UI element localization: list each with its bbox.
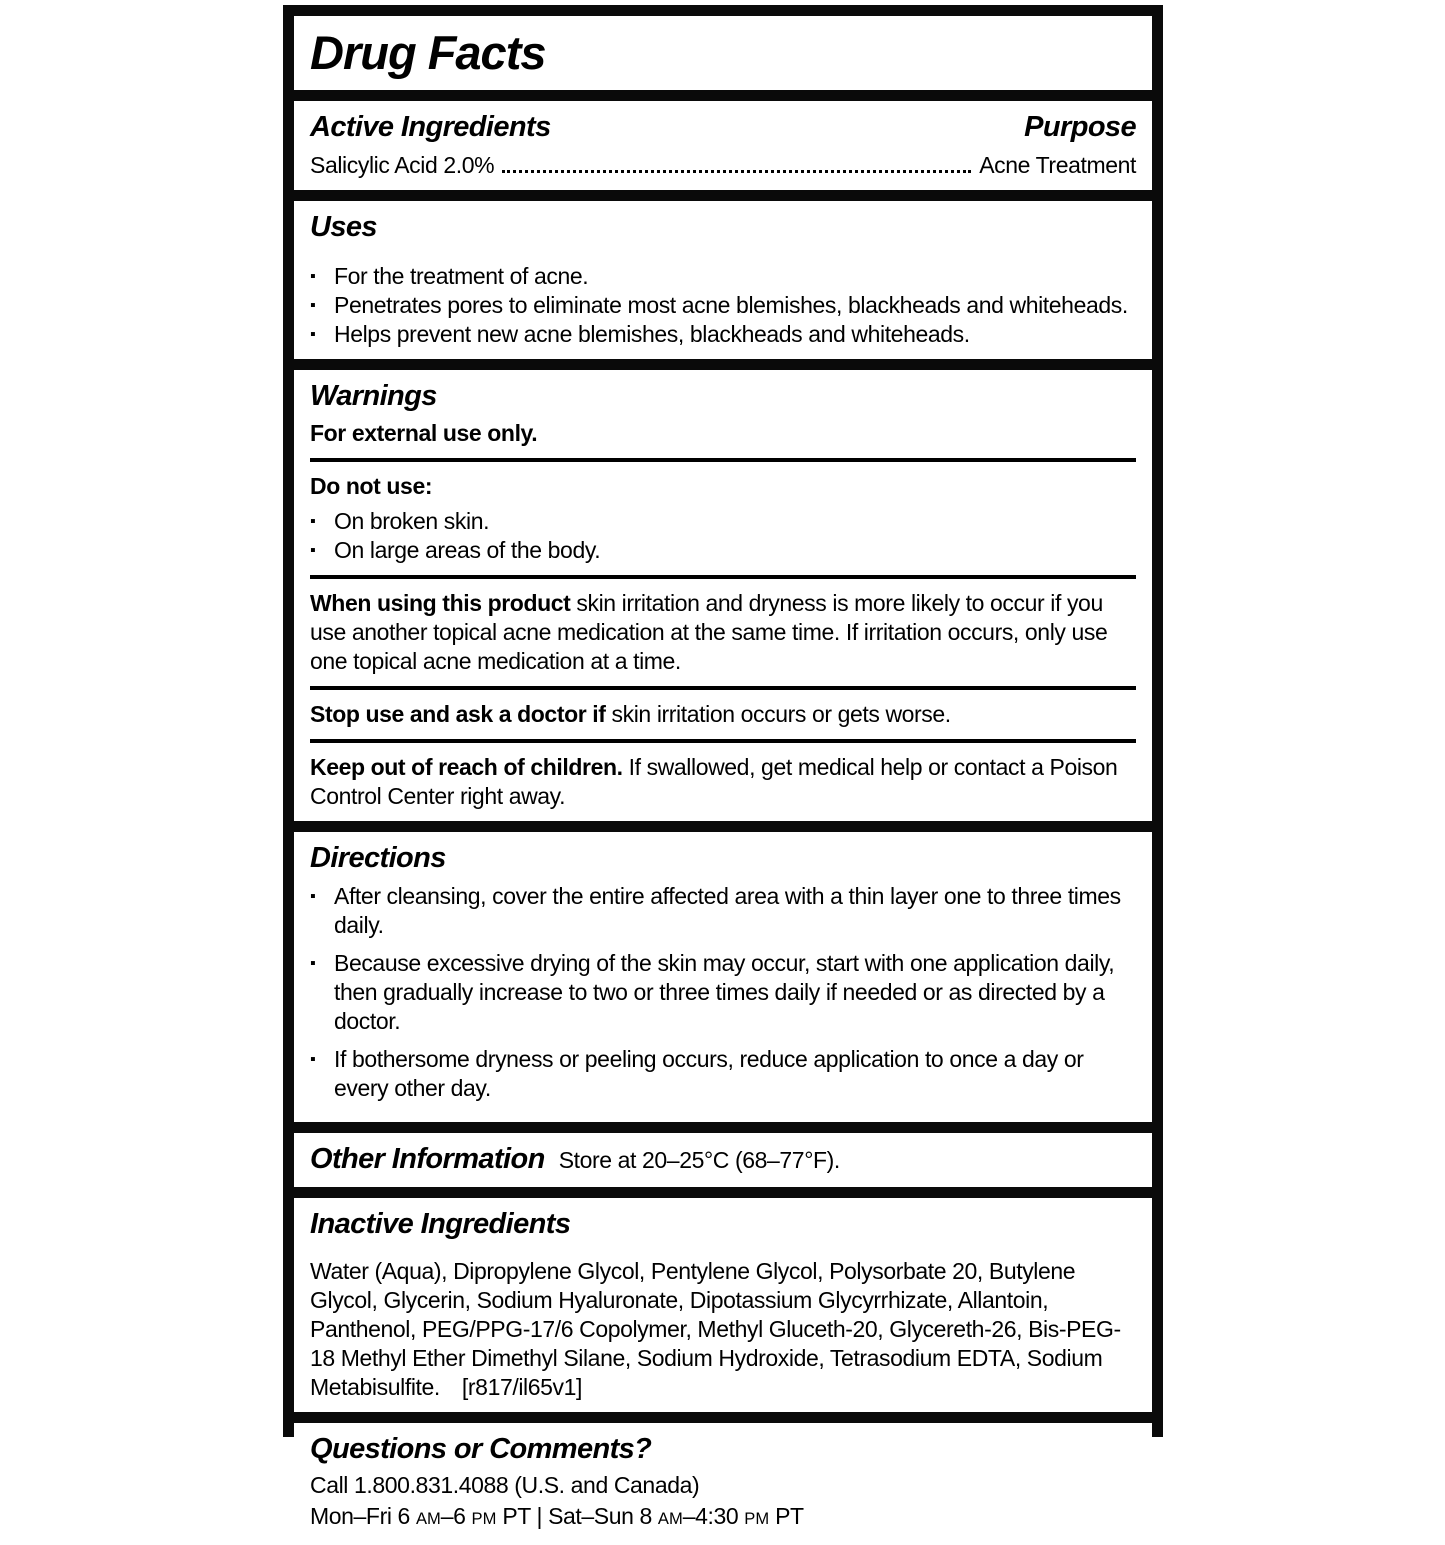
hours-text: PT | Sat–Sun 8 <box>496 1502 658 1529</box>
uses-list <box>310 262 1136 349</box>
ingredient-row <box>310 151 1136 180</box>
bullet-icon: ▪ <box>310 1051 316 1069</box>
uses-list-item <box>310 262 1136 291</box>
questions-section <box>294 1423 1152 1545</box>
active-ingredients-heading: Active Ingredients <box>310 111 551 144</box>
uses-item-text: For the treatment of acne. <box>334 262 589 289</box>
hours-text: PT <box>769 1502 804 1529</box>
do-not-use-item-text: On large areas of the body. <box>334 536 601 563</box>
bullet-icon: ▪ <box>310 888 316 906</box>
hours-text: –4:30 <box>682 1502 745 1529</box>
uses-list-item <box>310 320 1136 349</box>
when-using-text: skin irritation and dryness is more likely to occur if you use another topical acne medication at the same time. If irritation occurs, only use one topical acne medication at a time. <box>310 589 1108 674</box>
drug-facts-title: Drug Facts <box>310 26 546 79</box>
when-using-lead: When using this product <box>310 589 571 616</box>
hours-line <box>310 1502 1136 1533</box>
phone-line: Call 1.800.831.4088 (U.S. and Canada) <box>310 1471 700 1498</box>
when-using-paragraph <box>310 589 1136 676</box>
do-not-use-item <box>310 507 1136 536</box>
warnings-divider <box>310 686 1136 690</box>
bullet-icon: ▪ <box>310 541 316 559</box>
other-information-text: Store at 20–25°C (68–77°F). <box>558 1147 840 1174</box>
directions-item-text: After cleansing, cover the entire affected area with a thin layer one to three times daily. <box>334 883 1121 939</box>
do-not-use-item <box>310 536 1136 565</box>
do-not-use-lead: Do not use: <box>310 472 433 499</box>
small-caps-text: AM <box>415 1508 441 1528</box>
uses-item-text: Helps prevent new acne blemishes, blackheads and whiteheads. <box>334 320 970 347</box>
warnings-divider <box>310 739 1136 743</box>
keep-out-paragraph <box>310 753 1136 811</box>
inactive-ingredients-text: Water (Aqua), Dipropylene Glycol, Pentylene Glycol, Polysorbate 20, Butylene Glycol, Glycerin, Sodium Hyaluronate, Dipotassium Glycyrrhizate, Allantoin, Panthenol, PEG/PPG-17/6 Copolymer, Methyl Gluceth-20, Glycereth-26, Bis-PEG-18 Methyl Ether Dimethyl Silane, Sodium Hydroxide, Tetrasodium EDTA, Sodium Metabisulfite. <box>310 1257 1121 1400</box>
ingredient-name: Salicylic Acid 2.0% <box>310 152 495 179</box>
directions-item-text: If bothersome dryness or peeling occurs, reduce application to once a day or every other day. <box>334 1046 1084 1102</box>
hours-text: Mon–Fri 6 <box>310 1502 416 1529</box>
stop-use-text: skin irritation occurs or gets worse. <box>605 700 951 727</box>
bullet-icon: ▪ <box>310 296 316 314</box>
uses-item-text: Penetrates pores to eliminate most acne blemishes, blackheads and whiteheads. <box>334 291 1128 318</box>
keep-out-lead: Keep out of reach of children. <box>310 753 623 780</box>
warnings-divider <box>310 575 1136 579</box>
contact-info <box>310 1471 1136 1533</box>
stop-use-paragraph <box>310 700 1136 729</box>
warnings-divider <box>310 458 1136 462</box>
other-information-heading: Other Information <box>310 1143 545 1176</box>
bullet-icon: ▪ <box>310 512 316 530</box>
small-caps-text: AM <box>657 1508 683 1528</box>
small-caps-text: PM <box>744 1508 770 1528</box>
active-ingredients-section <box>294 101 1152 190</box>
do-not-use-list <box>310 507 1136 565</box>
label-revision-code: [r817/il65v1] <box>461 1373 583 1400</box>
bullet-icon: ▪ <box>310 325 316 343</box>
hours-text: –6 <box>440 1502 472 1529</box>
other-information-row <box>310 1141 1136 1177</box>
uses-list-item <box>310 291 1136 320</box>
warnings-section <box>294 370 1152 821</box>
keep-out-text: If swallowed, get medical help or contact a Poison Control Center right away. <box>310 753 1118 809</box>
questions-heading: Questions or Comments? <box>310 1432 652 1465</box>
directions-item <box>310 949 1136 1036</box>
ingredient-purpose: Acne Treatment <box>979 152 1136 179</box>
drug-facts-label <box>283 5 1163 1529</box>
stop-use-lead: Stop use and ask a doctor if <box>310 700 606 727</box>
warnings-heading: Warnings <box>310 379 437 412</box>
small-caps-text: PM <box>471 1508 497 1528</box>
directions-item <box>310 882 1136 940</box>
external-use-statement: For external use only. <box>310 419 538 446</box>
directions-item-text: Because excessive drying of the skin may occur, start with one application daily, then gradually increase to two or three times daily if needed or as directed by a doctor. <box>334 950 1115 1035</box>
inactive-ingredients-paragraph <box>310 1257 1136 1402</box>
uses-section <box>294 201 1152 358</box>
directions-section <box>294 832 1152 1122</box>
bullet-icon: ▪ <box>310 955 316 973</box>
bullet-icon: ▪ <box>310 267 316 285</box>
title-section <box>294 16 1152 90</box>
do-not-use-item-text: On broken skin. <box>334 507 490 534</box>
directions-item <box>310 1045 1136 1103</box>
other-information-section <box>294 1133 1152 1187</box>
active-ingredients-header-row <box>310 109 1136 145</box>
directions-heading: Directions <box>310 841 446 874</box>
uses-heading: Uses <box>310 211 377 244</box>
dotted-leader <box>502 170 971 173</box>
directions-list <box>310 882 1136 1103</box>
purpose-heading: Purpose <box>1024 111 1136 144</box>
inactive-ingredients-section <box>294 1198 1152 1411</box>
inactive-ingredients-heading: Inactive Ingredients <box>310 1208 571 1241</box>
